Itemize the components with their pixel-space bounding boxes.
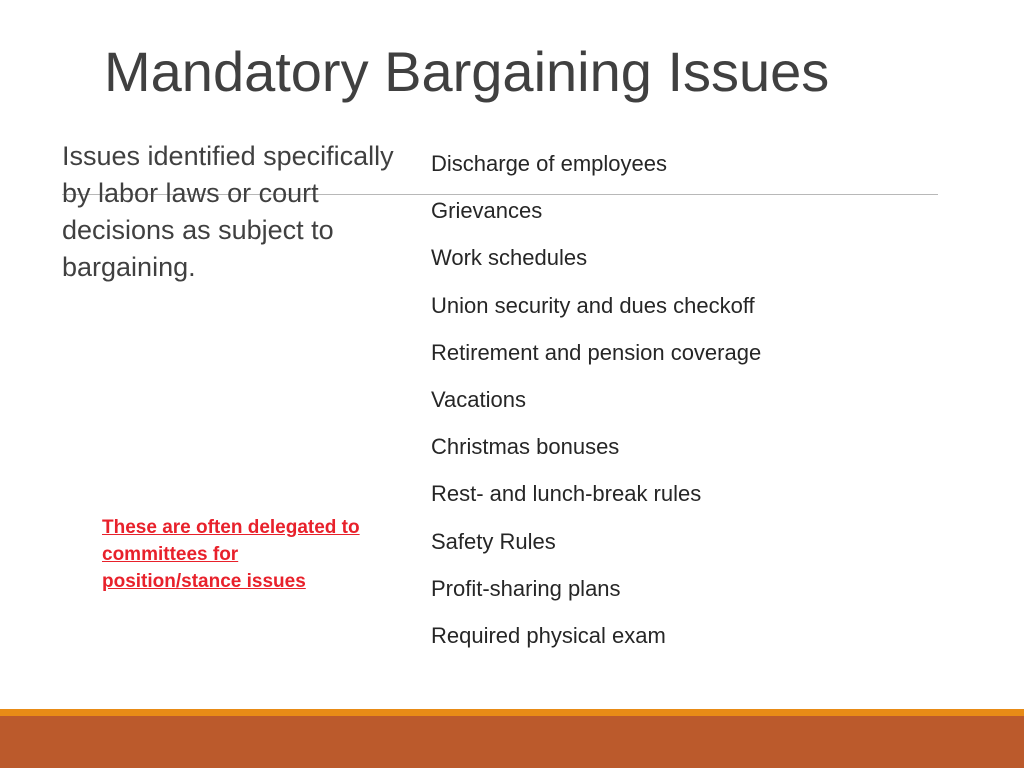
issue-item: Union security and dues checkoff xyxy=(431,292,755,318)
committee-note: These are often delegated to committees for position/stance issues xyxy=(102,517,360,592)
issue-item: Rest- and lunch-break rules xyxy=(431,481,702,507)
issue-item: Safety Rules xyxy=(431,528,556,554)
issue-item: Discharge of employees xyxy=(431,151,668,176)
issue-item: Required physical exam xyxy=(431,623,666,649)
issue-item: Profit-sharing plans xyxy=(431,575,621,601)
issue-list xyxy=(431,140,951,659)
footer-band xyxy=(0,716,1024,768)
issue-item: Vacations xyxy=(431,387,526,413)
description-text: Issues identified specifically by labor laws or court decisions as subject to bargaining. xyxy=(62,141,394,282)
issue-item: Christmas bonuses xyxy=(431,434,620,460)
footer-accent-band xyxy=(0,709,1024,716)
issue-item: Work schedules xyxy=(431,245,588,271)
issue-item: Grievances xyxy=(431,198,543,224)
issue-item: Retirement and pension coverage xyxy=(431,339,762,365)
slide-title: Mandatory Bargaining Issues xyxy=(104,40,830,103)
